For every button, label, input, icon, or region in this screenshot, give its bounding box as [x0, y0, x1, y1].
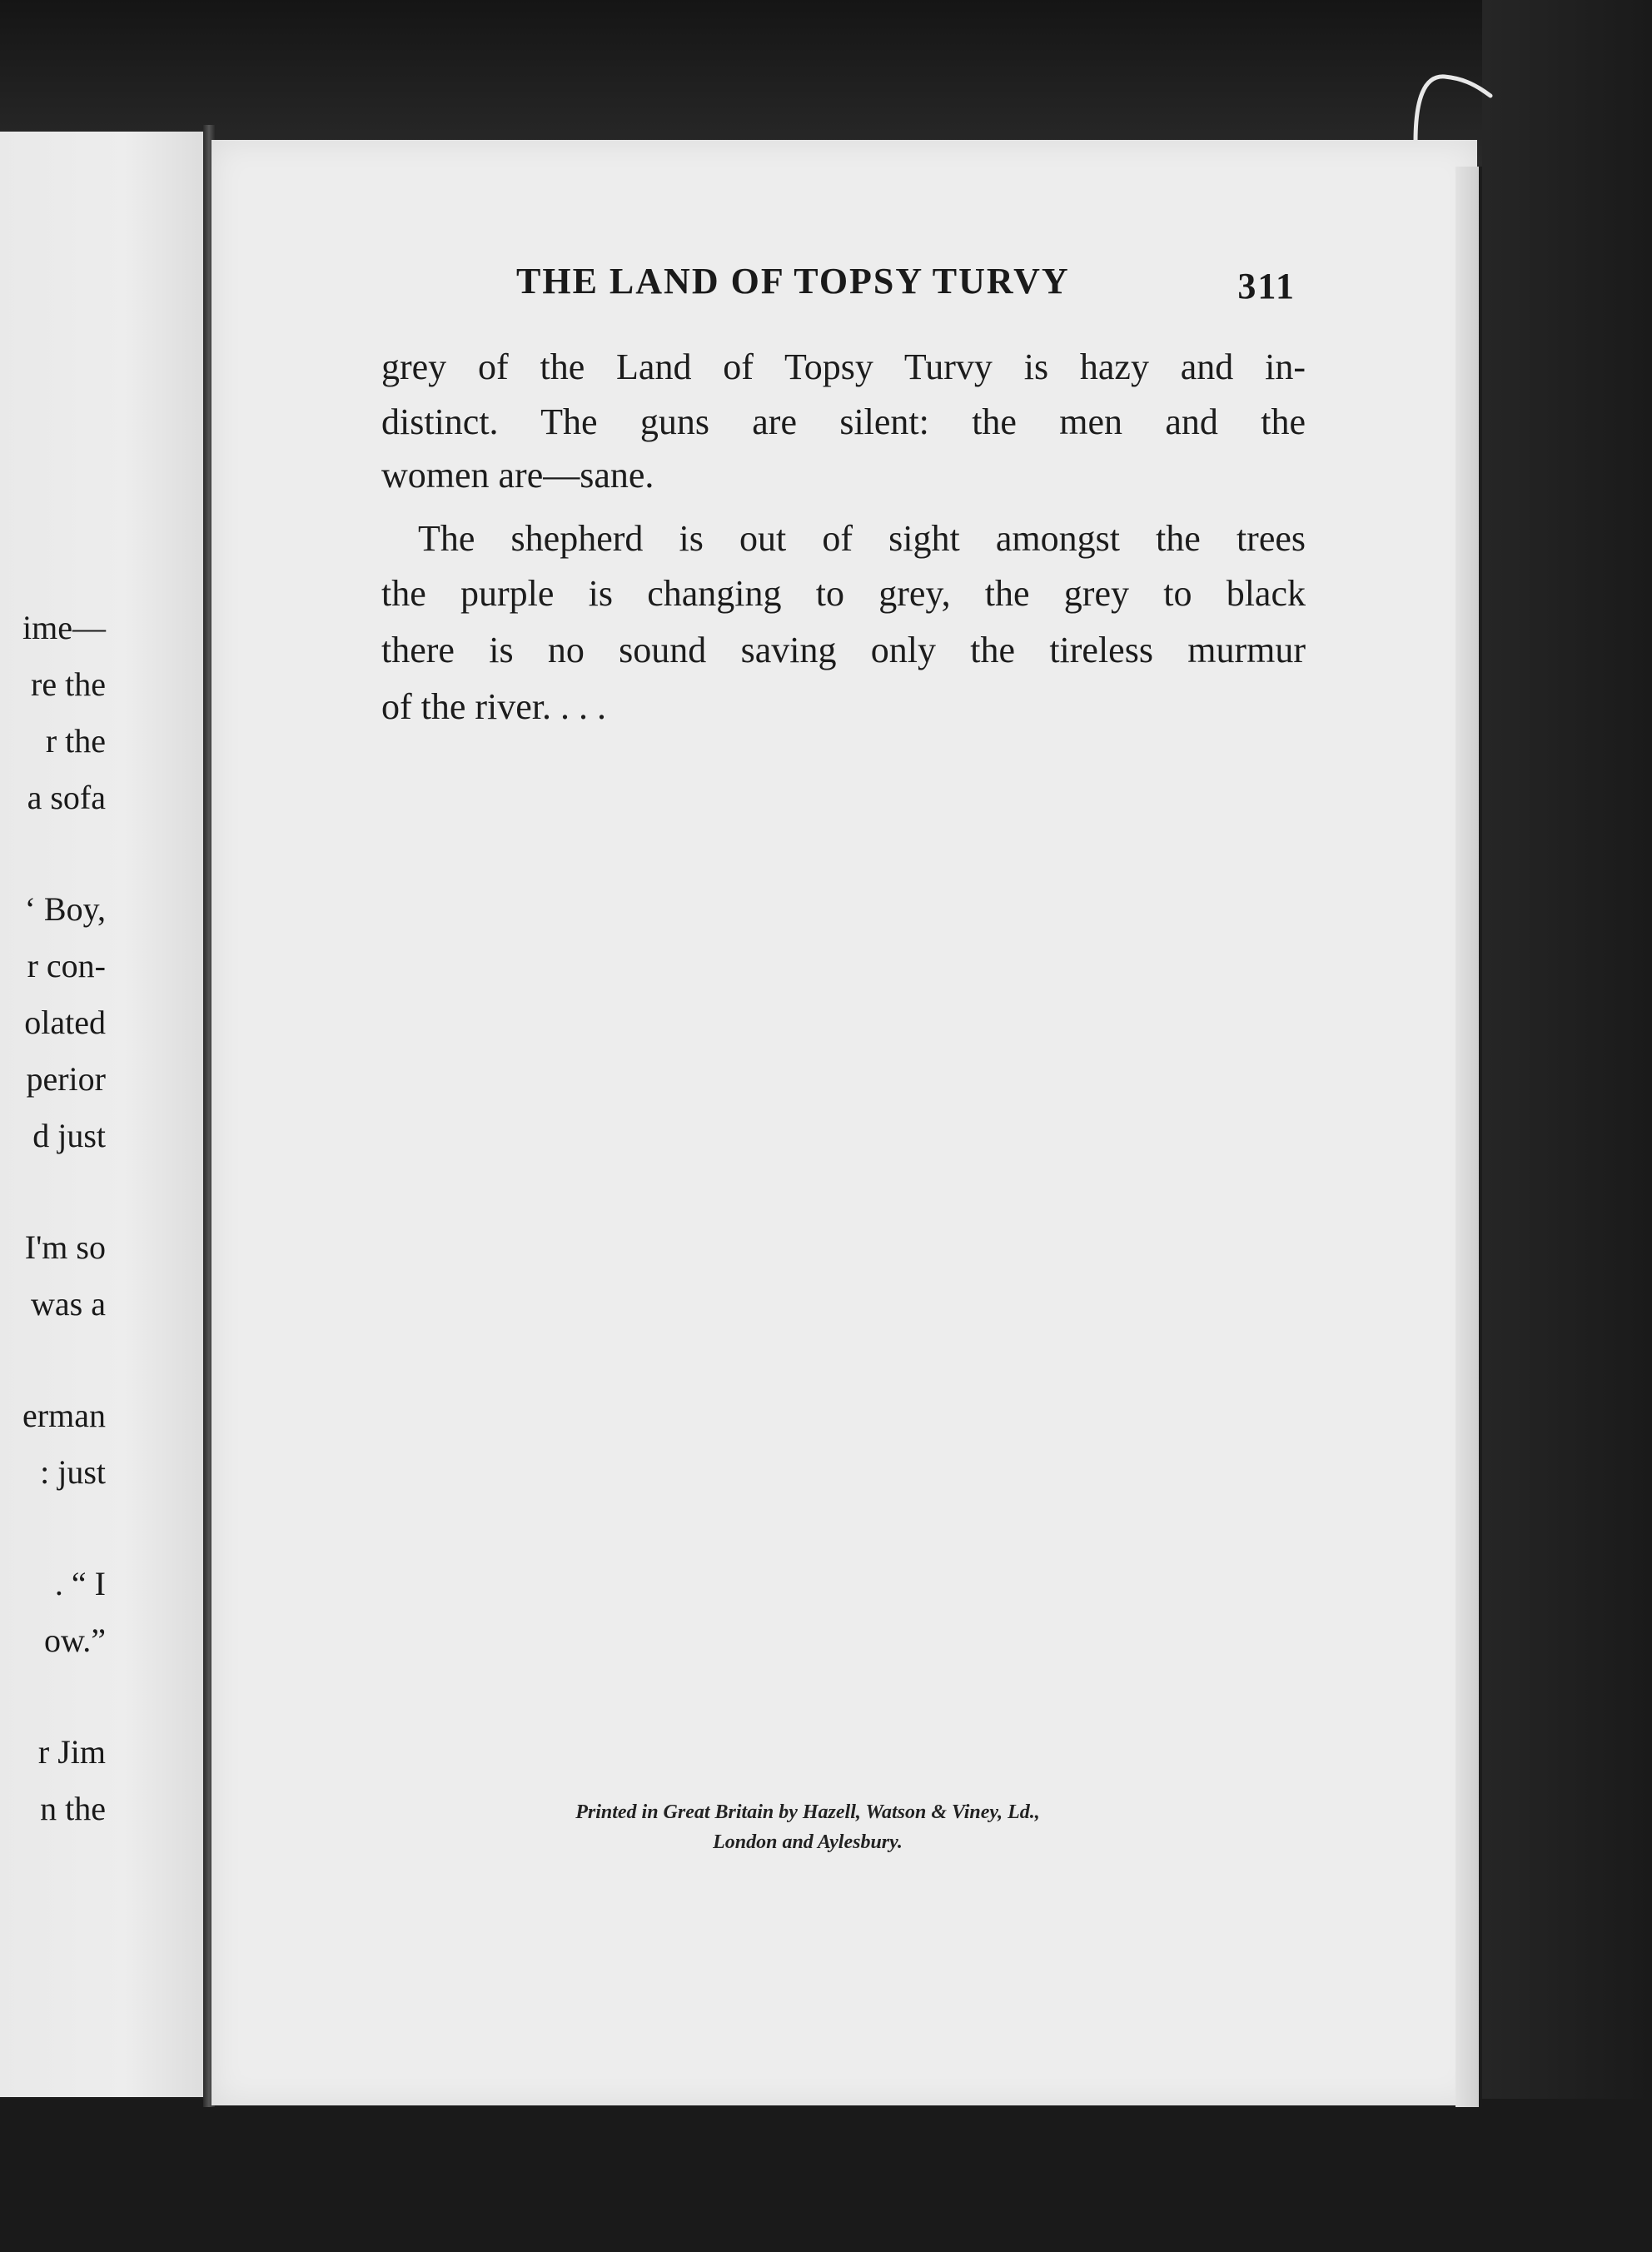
left-line: I'm so — [24, 1228, 106, 1266]
left-page — [0, 132, 208, 2097]
left-line: a sofa — [27, 779, 106, 816]
paragraph-1-line: distinct. The guns are silent: the men and the — [381, 401, 1306, 442]
left-line: d just — [32, 1117, 106, 1154]
paragraph-1-line: women are—sane. — [381, 455, 654, 496]
page-edge-stack — [1455, 167, 1479, 2107]
left-line: n the — [40, 1790, 106, 1827]
paragraph-2-line: there is no sound saving only the tireless murmur — [381, 630, 1306, 670]
paragraph-2-line: The shepherd is out of sight amongst the trees — [418, 518, 1306, 559]
printer-imprint — [466, 1797, 1149, 1857]
left-line: ow.” — [43, 1622, 106, 1659]
left-line: ‘ Boy, — [24, 890, 106, 928]
left-line: r the — [45, 722, 106, 760]
left-line: perior — [26, 1060, 106, 1098]
paragraph-1-line: grey of the Land of Topsy Turvy is hazy and in- — [381, 346, 1306, 387]
running-head-title: THE LAND OF TOPSY TURVY — [516, 261, 1070, 301]
paragraph-2-line: of the river. . . . — [381, 686, 607, 727]
corner-bracket-mark — [1407, 67, 1499, 150]
left-line: was a — [31, 1285, 106, 1323]
paragraph-2-line: the purple is changing to grey, the grey to black — [381, 573, 1306, 614]
left-line: . “ I — [54, 1565, 106, 1602]
left-line: r Jim — [37, 1733, 106, 1771]
imprint-line: London and Aylesbury. — [713, 1831, 903, 1853]
scan-background-bottom — [0, 2099, 1652, 2252]
left-line: re the — [31, 665, 106, 703]
left-line: r con- — [27, 947, 106, 984]
page-number: 311 — [1237, 266, 1296, 306]
left-line: olated — [24, 1004, 106, 1041]
left-line: ime— — [22, 609, 106, 646]
left-line: : just — [40, 1453, 106, 1491]
scan-background-right — [1482, 0, 1652, 2252]
imprint-line: Printed in Great Britain by Hazell, Watson & Viney, Ld., — [575, 1801, 1040, 1823]
left-line: erman — [22, 1397, 106, 1434]
